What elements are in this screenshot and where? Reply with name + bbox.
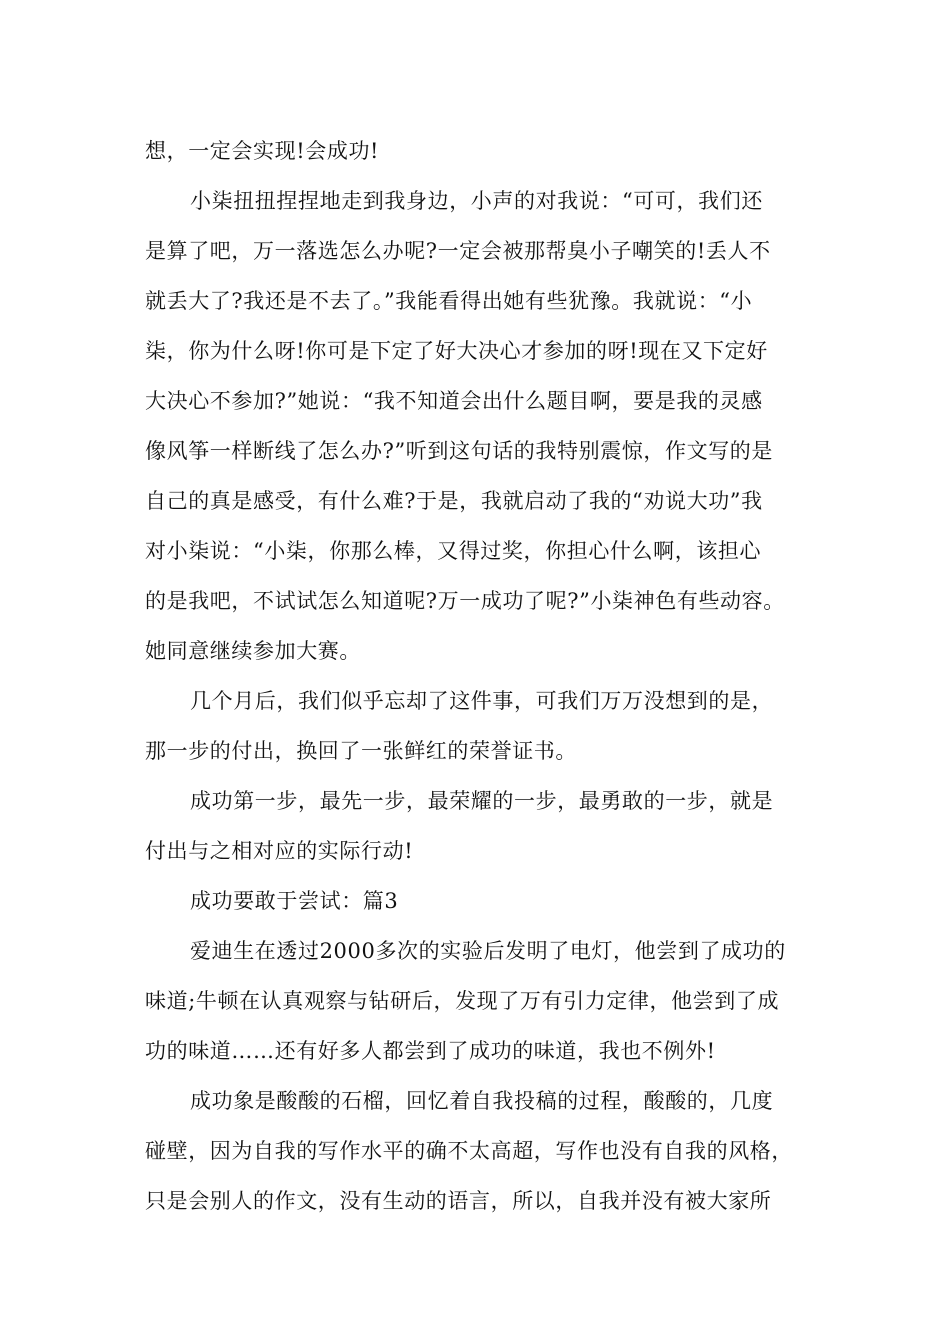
- paragraph-first-line: 几个月后，我们似乎忘却了这件事，可我们万万没想到的是，: [190, 689, 774, 713]
- text-line: 就丢大了?我还是不去了。”我能看得出她有些犹豫。我就说：“小: [145, 289, 753, 313]
- text-line: 功的味道……还有好多人都尝到了成功的味道，我也不例外!: [145, 1039, 716, 1063]
- text-line: 的是我吧，不试试怎么知道呢?万一成功了呢?”小柒神色有些动容。: [145, 589, 785, 613]
- text-line: 碰壁，因为自我的写作水平的确不太高超，写作也没有自我的风格，: [145, 1139, 793, 1163]
- paragraph-first-line: 爱迪生在透过2000多次的实验后发明了电灯，他尝到了成功的: [190, 939, 786, 963]
- text-line: 想，一定会实现!会成功!: [145, 139, 380, 163]
- paragraph-first-line: 小柒扭扭捏捏地走到我身边，小声的对我说：“可可，我们还: [190, 189, 763, 213]
- text-line: 只是会别人的作文，没有生动的语言，所以，自我并没有被大家所: [145, 1189, 772, 1213]
- text-line: 味道;牛顿在认真观察与钻研后，发现了万有引力定律，他尝到了成: [145, 989, 780, 1013]
- paragraph-first-line: 成功象是酸酸的石榴，回忆着自我投稿的过程，酸酸的，几度: [190, 1089, 774, 1113]
- text-line: 对小柒说：“小柒，你那么棒，又得过奖，你担心什么啊，该担心: [145, 539, 762, 563]
- paragraph-first-line: 成功第一步，最先一步，最荣耀的一步，最勇敢的一步，就是: [190, 789, 774, 813]
- text-line: 自己的真是感受，有什么难?于是，我就启动了我的“劝说大功”我: [145, 489, 763, 513]
- text-line: 是算了吧，万一落选怎么办呢?一定会被那帮臭小子嘲笑的!丢人不: [145, 239, 771, 263]
- text-line: 像风筝一样断线了怎么办?”听到这句话的我特别震惊，作文写的是: [145, 439, 773, 463]
- text-line: 大决心不参加?”她说：“我不知道会出什么题目啊，要是我的灵感: [145, 389, 763, 413]
- text-line: 那一步的付出，换回了一张鲜红的荣誉证书。: [145, 739, 577, 763]
- text-line: 柒，你为什么呀!你可是下定了好大决心才参加的呀!现在又下定好: [145, 339, 768, 363]
- section-heading: 成功要敢于尝试：篇3: [190, 889, 399, 913]
- text-line: 她同意继续参加大赛。: [145, 639, 361, 663]
- text-line: 付出与之相对应的实际行动!: [145, 839, 414, 863]
